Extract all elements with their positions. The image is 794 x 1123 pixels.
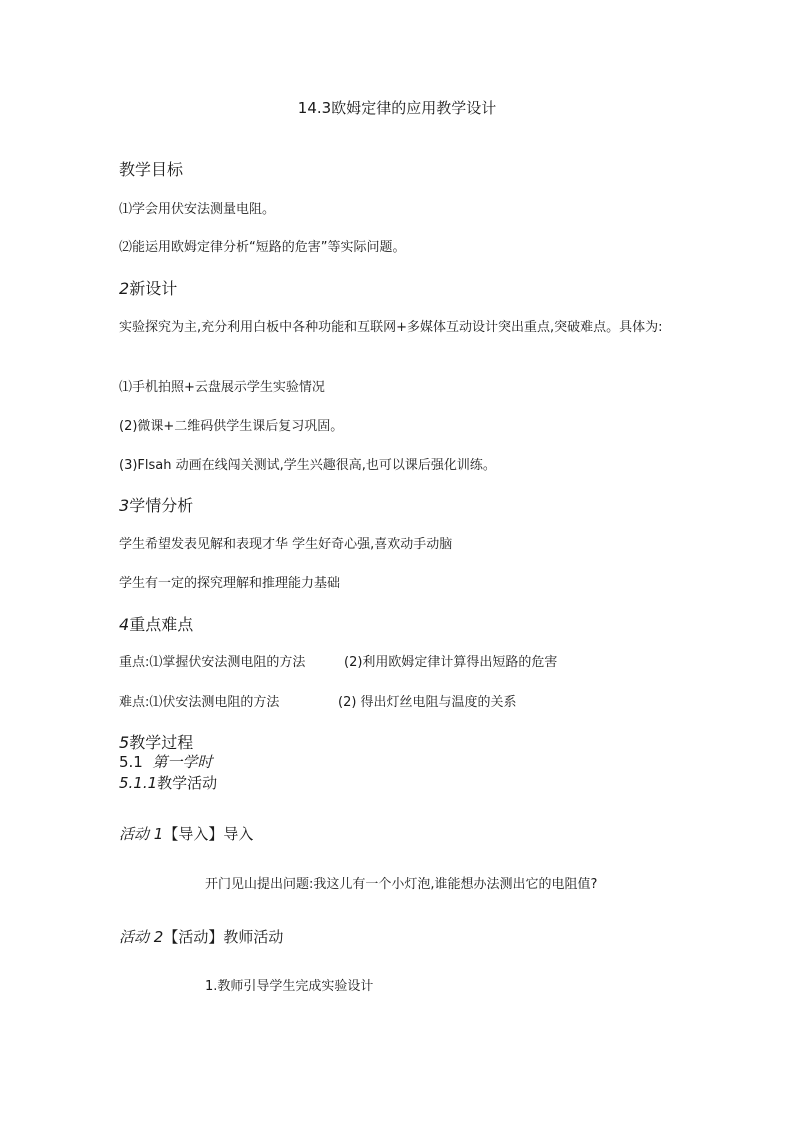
activity-2-text: 1.教师引导学生完成实验设计 [205,979,374,994]
key-point-a: 重点:⑴掌握伏安法测电阻的方法 [119,655,306,670]
subsection-number: 5.1 [119,753,143,771]
design-intro: 实验探究为主,充分利用白板中各种功能和互联网+多媒体互动设计突出重点,突破难点。具体为: [119,320,663,335]
design-item-1: ⑴手机拍照+云盘展示学生实验情况 [119,380,325,395]
activity-prefix: 活动 2 [119,928,164,946]
section-heading-text: 教学目标 [119,160,184,179]
goal-item-2: ⑵能运用欧姆定律分析“短路的危害”等实际问题。 [119,240,406,255]
subsection-label: 教学活动 [157,774,218,792]
difficulty-a: 难点:⑴伏安法测电阻的方法 [119,695,280,710]
activity-label: 【活动】教师活动 [163,928,284,946]
document-title: 14.3欧姆定律的应用教学设计 [297,99,497,117]
analysis-item-2: 学生有一定的探究理解和推理能力基础 [119,576,341,591]
subsection-5-1-1 [119,774,217,792]
design-item-2: (2)微课+二维码供学生课后复习巩固。 [119,419,344,434]
activity-2-heading [119,928,283,946]
section-heading-goals [119,160,183,179]
section-heading-text: 新设计 [129,279,178,298]
difficulty-b: (2) 得出灯丝电阻与温度的关系 [338,695,517,710]
section-number: 3 [119,496,130,515]
activity-label: 【导入】导入 [163,825,254,843]
activity-1-heading [119,825,253,843]
goal-item-1: ⑴学会用伏安法测量电阻。 [119,202,276,217]
subsection-number: 5.1.1 [119,774,158,792]
section-heading-process [119,733,193,752]
section-number: 2 [119,279,130,298]
subsection-5-1 [119,753,212,771]
section-heading-text: 教学过程 [129,733,194,752]
section-number: 4 [119,615,130,634]
section-heading-key [119,615,193,634]
section-heading-design [119,279,177,298]
analysis-item-1: 学生希望发表见解和表现才华 学生好奇心强,喜欢动手动脑 [119,537,453,552]
section-heading-analysis [119,496,193,515]
key-point-b: (2)利用欧姆定律计算得出短路的危害 [344,655,558,670]
subsection-label: 第一学时 [152,753,213,771]
design-item-3: (3)Flsah 动画在线闯关测试,学生兴趣很高,也可以课后强化训练。 [119,458,496,473]
section-heading-text: 学情分析 [129,496,194,515]
activity-1-text: 开门见山提出问题:我这儿有一个小灯泡,谁能想办法测出它的电阻值? [205,877,598,892]
section-number: 5 [119,733,130,752]
activity-prefix: 活动 1 [119,825,164,843]
section-heading-text: 重点难点 [129,615,194,634]
